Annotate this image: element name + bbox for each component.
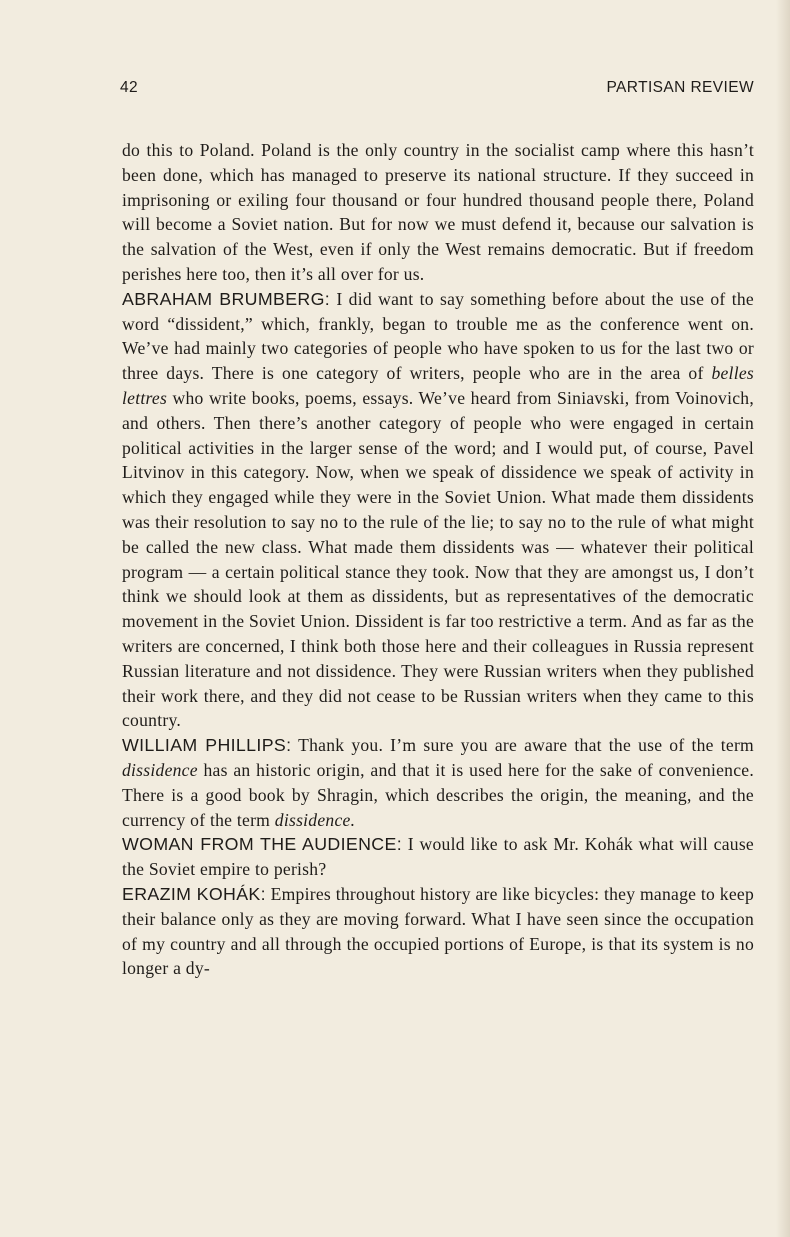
page-edge-shadow [776, 0, 790, 1237]
paragraph-text: I did want to say something before about the use of the word “dissident,” which, frankly, began to trouble me as the conference went on. We’ve had mainly two categories of people who have spoken to us for the last two or three days. There is one category of writers, people who are in the area of [122, 288, 754, 384]
paragraph-text: Empires throughout history are like bicycles: they manage to keep their balance only as they are moving forward. What I have seen since the occupation of my country and all through the occupied portions of Europe, is that its system is no longer a dy- [122, 883, 754, 979]
paragraph-text: has an historic origin, and that it is used here for the sake of convenience. There is a good book by Shragin, which describes the origin, the meaning, and the currency of the term [122, 759, 754, 830]
italic-term: belles lettres [122, 363, 754, 408]
speaker-name: ERAZIM KOHÁK: [122, 883, 266, 904]
speaker-name: WILLIAM PHILLIPS: [122, 735, 292, 756]
page-number: 42 [120, 79, 139, 96]
body-text [122, 138, 754, 981]
running-title: PARTISAN REVIEW [606, 79, 754, 96]
paragraph-text: do this to Poland. Poland is the only country in the socialist camp where this hasn’t been done, which has managed to preserve its national structure. If they succeed in imprisoning or exiling four thousand or four hundred thousand people there, Poland will become a Soviet nation. But for now we must defend it, because our salvation is the salvation of the West, even if only the West remains democratic. But if freedom perishes here too, then it’s all over for us. [122, 140, 754, 284]
paragraph-phillips [122, 733, 754, 832]
speaker-name: WOMAN FROM THE AUDIENCE: [122, 834, 402, 855]
paragraph-brumberg [122, 287, 754, 733]
paragraph-kohak [122, 882, 754, 981]
paragraph-continuation [122, 138, 754, 287]
paragraph-text: who write books, poems, essays. We’ve heard from Siniavski, from Voinovich, and others. Then there’s another category of people who were engaged in certain political activities in the larger sense of the word; and I would put, of course, Pavel Litvinov in this category. Now, when we speak of dissidence we speak of activity in which they engaged while they were in the Soviet Union. What made them dissidents was their resolution to say no to the rule of the lie; to say no to the rule of what might be called the new class. What made them dissidents was — whatever their political program — a certain political stance they took. Now that they are amongst us, I don’t think we should look at them as dissidents, but as representatives of the democratic movement in the Soviet Union. Dissident is far too restrictive a term. And as far as the writers are concerned, I think both those here and their colleagues in Russia represent Russian literature and not dissidence. They were Russian writers when they published their work there, and they did not cease to be Russian writers when they came to this country. [122, 387, 754, 731]
paragraph-audience [122, 832, 754, 882]
speaker-name: ABRAHAM BRUMBERG: [122, 288, 331, 309]
paragraph-text: I would like to ask Mr. Kohák what will cause the Soviet empire to perish? [122, 834, 754, 880]
paragraph-text: Thank you. I’m sure you are aware that the use of the term [291, 735, 754, 756]
italic-term: dissidence. [274, 809, 356, 830]
running-header [120, 79, 754, 103]
italic-term: dissidence [122, 759, 198, 780]
